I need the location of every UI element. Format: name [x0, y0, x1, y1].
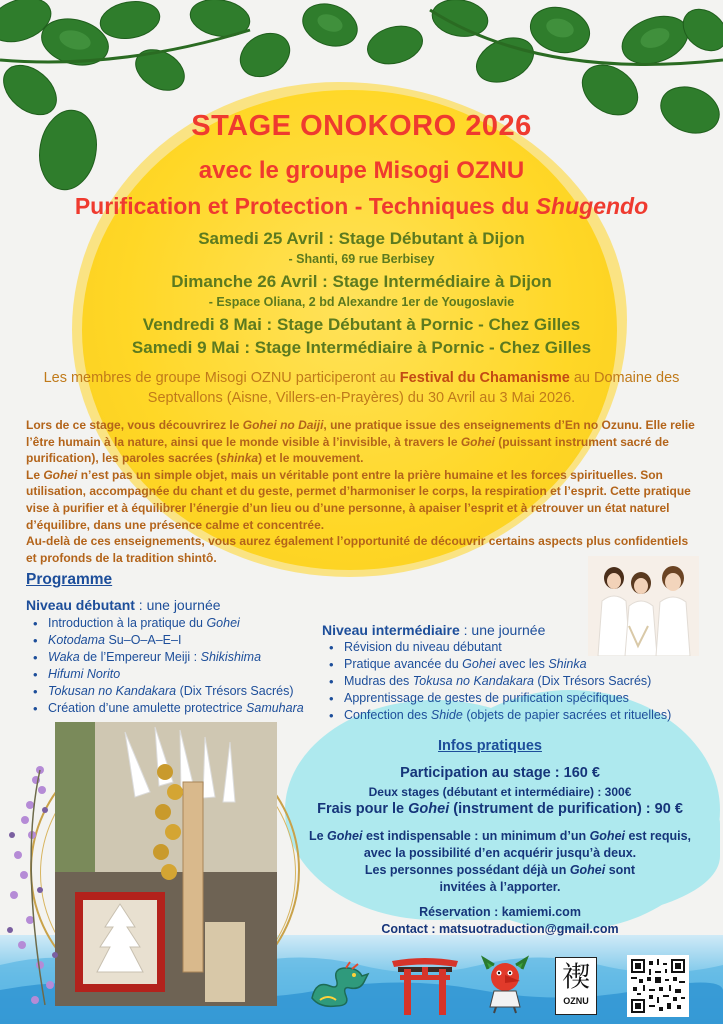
- qr-code[interactable]: [627, 955, 689, 1017]
- description-paragraph-2: Le Gohei n’est pas un simple objet, mais un véritable pont entre la prière humaine et les forces spirituelles. Son utilisation, accompagnée du chant et du geste, permet d’harmoniser le corps, la respiration et l’esprit. Cette pratique vise à purifier et à équilibrer l’énergie d’un lieu ou d’une personne, à apaiser l’esprit et à retrouver un état naturel d’équilibre, dans une présence calme et concentrée.: [26, 467, 691, 532]
- list-item: • Apprentissage de gestes de purification spécifiques: [322, 690, 671, 707]
- list-item: • Kotodama Su–O–A–E–I: [26, 632, 304, 649]
- misogi-oznu-logo: 禊 OZNU: [555, 957, 597, 1015]
- reservation-link[interactable]: Réservation : kamiemi.com: [419, 905, 581, 919]
- gohei-note-line-3: Les personnes possédant déjà un Gohei sont: [364, 863, 636, 877]
- programme-heading: Programme: [26, 571, 113, 588]
- group-photo: [588, 556, 699, 656]
- description: [26, 417, 698, 566]
- tagline: Purification et Protection - Techniques du Shugendo: [74, 193, 649, 219]
- tengu-mascot-icon: [480, 955, 530, 1015]
- schedule-address-1: - Shanti, 69 rue Berbisey: [288, 252, 435, 266]
- list-item: • Mudras des Tokusa no Kandakara (Dix Trésors Sacrés): [322, 673, 671, 690]
- price-single: Participation au stage : 160 €: [400, 765, 600, 781]
- gohei-note-line-1: Le Gohei est indispensable : un minimum d’un Gohei est requis,: [308, 829, 691, 843]
- schedule-date-2: Dimanche 26 Avril : Stage Intermédiaire à Dijon: [171, 272, 552, 291]
- dragon-icon: [306, 960, 370, 1010]
- gohei-photo: [55, 722, 277, 1006]
- intermediate-level-heading: Niveau intermédiaire : une journée: [322, 622, 546, 638]
- schedule-date-3: Vendredi 8 Mai : Stage Débutant à Pornic - Chez Gilles: [142, 315, 581, 334]
- torii-gate-icon: [390, 955, 460, 1015]
- gohei-fee: Frais pour le Gohei (instrument de purification) : 90 €: [317, 801, 683, 817]
- list-item: • Confection des Shide (objets de papier sacrées et rituelles): [322, 707, 671, 724]
- beginner-level-heading: Niveau débutant : une journée: [26, 597, 221, 613]
- beginner-list: [26, 615, 304, 717]
- page-title: STAGE ONOKORO 2026: [191, 110, 532, 142]
- list-item: • Hifumi Norito: [26, 666, 304, 683]
- schedule-date-4: Samedi 9 Mai : Stage Intermédiaire à Pornic - Chez Gilles: [131, 338, 592, 357]
- list-item: • Pratique avancée du Gohei avec les Shinka: [322, 656, 671, 673]
- description-paragraph-3: Au-delà de ces enseignements, vous aurez également l’opportunité de découvrir certains aspects plus confidentiels et profonds de la tradition shintô.: [26, 534, 689, 565]
- infos-heading: Infos pratiques: [438, 738, 542, 754]
- gohei-note-line-2: avec la possibilité d’en acquérir jusqu’à deux.: [363, 846, 637, 860]
- list-item: • Introduction à la pratique du Gohei: [26, 615, 304, 632]
- list-item: • Création d’une amulette protectrice Samuhara: [26, 700, 304, 717]
- gohei-note-line-4: invitées à l’apporter.: [439, 880, 561, 894]
- list-item: • Tokusan no Kandakara (Dix Trésors Sacrés): [26, 683, 304, 700]
- price-double: Deux stages (débutant et intermédiaire) : 300€: [368, 785, 632, 799]
- page-subtitle: avec le groupe Misogi OZNU: [198, 157, 525, 184]
- schedule-date-1: Samedi 25 Avril : Stage Débutant à Dijon: [198, 229, 525, 248]
- qr-code-graphic: [631, 959, 685, 1013]
- list-item: • Waka de l’Empereur Meiji : Shikishima: [26, 649, 304, 666]
- description-paragraph-1: Lors de ce stage, vous découvrirez le Gohei no Daiji, une pratique issue des enseignements d’En no Ozunu. Elle relie l’être humain à la nature, ainsi que le monde visible à l’invisible, à travers le Gohei (puissant instrument sacré de purification), les paroles sacrées (shinka) et le mouvement.: [26, 418, 695, 466]
- festival-announcement: Les membres de groupe Misogi OZNU participeront au Festival du Chamanisme au Domaine des Septvallons (Aisne, Villers-en-Prayères) du 30 Avril au 3 Mai 2026.: [43, 370, 680, 406]
- lavender-decoration: [0, 760, 70, 1010]
- contact-email[interactable]: Contact : matsuotraduction@gmail.com: [381, 922, 619, 936]
- list-item: • Révision du niveau débutant: [322, 639, 671, 656]
- schedule-address-2: - Espace Oliana, 2 bd Alexandre 1er de Yougoslavie: [208, 295, 515, 309]
